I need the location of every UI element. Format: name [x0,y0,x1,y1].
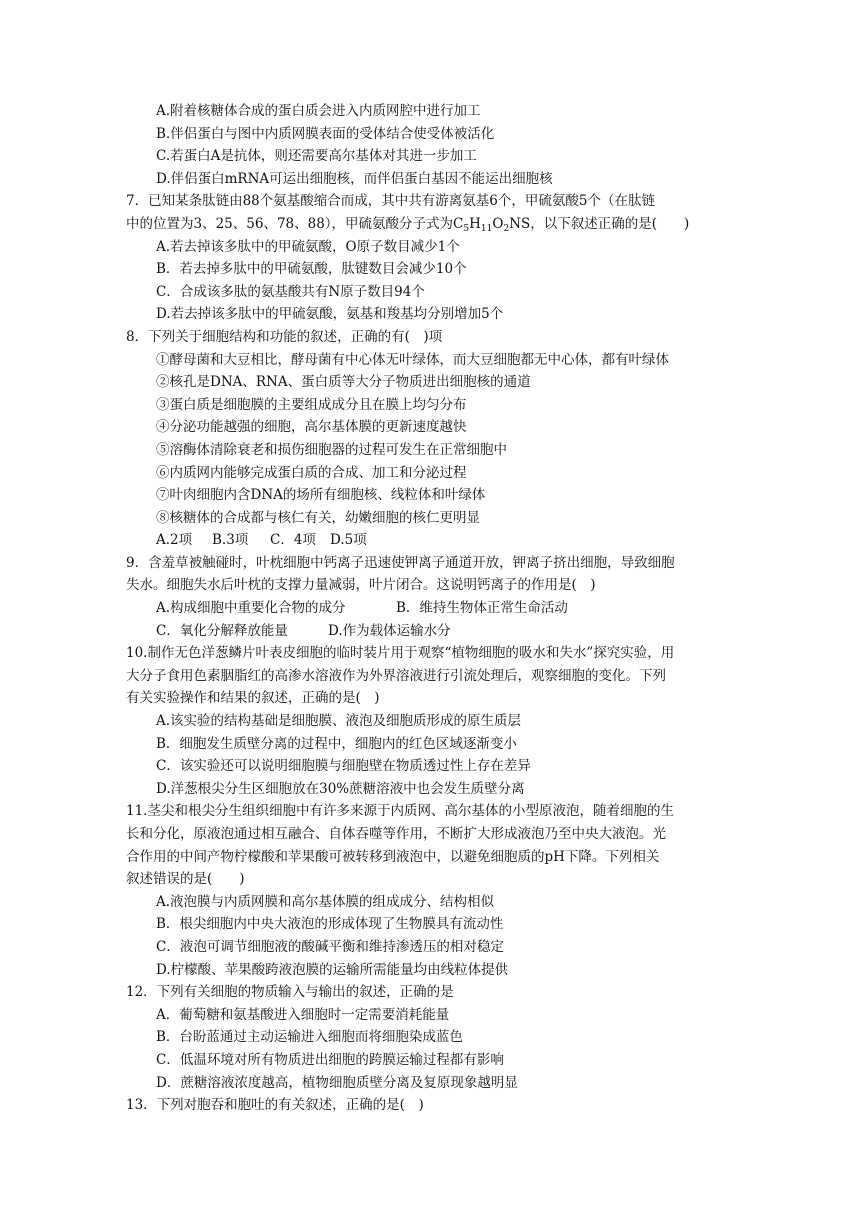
q8-option-d: D.5项 [330,532,367,549]
formula-sub-o: 2 [503,223,510,234]
q10-option-d: D.洋葱根尖分生区细胞放在30%蔗糖溶液中也会发生质壁分离 [156,780,525,797]
q7-stem-tail: NS，以下叙述正确的是( ) [509,215,690,232]
q7-option-b: B．若去掉多肽中的甲硫氨酸，肽键数目会减少10个 [156,261,467,278]
q6-option-c: C.若蛋白A是抗体，则还需要高尔基体对其进一步加工 [156,148,477,165]
formula-sub-c: 5 [463,223,470,234]
q10-option-c: C．该实验还可以说明细胞膜与细胞壁在物质透过性上存在差异 [156,758,531,775]
q10-option-b: B．细胞发生质壁分离的过程中，细胞内的红色区域逐渐变小 [156,735,517,752]
q8-item-5: ⑤溶酶体清除衰老和损伤细胞器的过程可发生在正常细胞中 [156,441,507,458]
q9-option-c: C．氧化分解释放能量 [156,622,288,639]
q9-options-row2 [126,620,738,643]
q6-option-d: D.伴侣蛋白mRNA可运出细胞核，而伴侣蛋白基因不能运出细胞核 [156,170,553,187]
q8-options [126,529,738,552]
q6-option-a: A.附着核糖体合成的蛋白质会进入内质网腔中进行加工 [156,103,481,119]
q11-stem-line3: 合作用的中间产物柠檬酸和苹果酸可被转移到液泡中，以避免细胞质的pH下降。下列相关 [126,848,660,865]
q7-option-a: A.若去掉该多肽中的甲硫氨酸，O原子数目减少1个 [156,238,460,255]
q11-option-c: C．液泡可调节细胞液的酸碱平衡和维持渗透压的相对稳定 [156,938,504,955]
q7-stem-text: 中的位置为3、25、56、78、88），甲硫氨酸分子式为C [126,215,464,232]
q12-option-b: B．台盼蓝通过主动运输进入细胞而将细胞染成蓝色 [156,1029,463,1046]
q9-option-b: B．维持生物体正常生命活动 [396,600,568,617]
q8-option-a: A.2项 [156,532,193,549]
q7-option-d: D.若去掉该多肽中的甲硫氨酸，氨基和羧基均分别增加5个 [156,306,504,323]
q13-stem: 13．下列对胞吞和胞吐的有关叙述，正确的是( ) [126,1097,424,1114]
q9-stem-line1: 9．含羞草被触碰时，叶枕细胞中钙离子迅速使钾离子通道开放，钾离子挤出细胞，导致细胞 [126,554,675,571]
q12-stem: 12．下列有关细胞的物质输入与输出的叙述，正确的是 [126,984,454,1001]
q6-option-b: B.伴侣蛋白与图中内质网膜表面的受体结合使受体被活化 [156,125,495,142]
q10-option-a: A.该实验的结构基础是细胞膜、液泡及细胞质形成的原生质层 [156,713,522,730]
q10-stem-line2: 大分子食用色素胭脂红的高渗水溶液作为外界溶液进行引流处理后，观察细胞的变化。下列 [126,667,666,684]
q11-stem-line1: 11.茎尖和根尖分生组织细胞中有许多来源于内质网、高尔基体的小型原液泡，随着细胞的生 [126,803,674,820]
q11-stem-line2: 长和分化，原液泡通过相互融合、自体吞噬等作用，不断扩大形成液泡乃至中央大液泡。光 [126,826,666,842]
q8-item-1: ①酵母菌和大豆相比，酵母菌有中心体无叶绿体，而大豆细胞都无中心体，都有叶绿体 [156,351,669,368]
q9-stem-line2: 失水。细胞失水后叶枕的支撑力量减弱，叶片闭合。这说明钙离子的作用是( ) [126,577,596,594]
q8-stem: 8．下列关于细胞结构和功能的叙述，正确的有( )项 [126,328,443,345]
q8-item-2: ②核孔是DNA、RNA、蛋白质等大分子物质进出细胞核的通道 [156,374,531,391]
formula-o: O [492,215,504,232]
q11-stem-line4: 叙述错误的是( ) [126,871,245,888]
q12-option-d: D．蔗糖溶液浓度越高，植物细胞质壁分离及复原现象越明显 [156,1074,518,1091]
q11-option-b: B．根尖细胞内中央大液泡的形成体现了生物膜具有流动性 [156,916,504,933]
q7-stem-line1: 7．已知某条肽链由88个氨基酸缩合而成，其中共有游离氨基6个，甲硫氨酸5个（在肽链 [126,193,655,210]
q8-item-8: ⑧核糖体的合成都与核仁有关，幼嫩细胞的核仁更明显 [156,509,480,526]
formula-h: H [469,215,481,232]
q8-item-6: ⑥内质网内能够完成蛋白质的合成、加工和分泌过程 [156,464,467,481]
q11-option-a: A.液泡膜与内质网膜和高尔基体膜的组成成分、结构相似 [156,893,495,910]
exam-content [126,100,738,1117]
q7-stem-line2 [126,213,738,236]
q9-option-a: A.构成细胞中重要化合物的成分 [156,600,346,617]
q8-item-7: ⑦叶肉细胞内含DNA的场所有细胞核、线粒体和叶绿体 [156,487,486,504]
q10-stem-line1: 10.制作无色洋葱鳞片叶表皮细胞的临时装片用于观察“植物细胞的吸水和失水”探究实验，用 [126,645,675,662]
q12-option-a: A．葡萄糖和氨基酸进入细胞时一定需要消耗能量 [156,1006,450,1023]
q8-item-3: ③蛋白质是细胞膜的主要组成成分且在膜上均匀分布 [156,396,467,413]
q7-option-c: C．合成该多肽的氨基酸共有N原子数目94个 [156,283,425,300]
q9-option-d: D.作为载体运输水分 [328,622,451,639]
formula-sub-h: 11 [480,223,493,234]
q8-option-c: C．4项 [270,532,316,549]
q10-stem-line3: 有关实验操作和结果的叙述，正确的是( ) [126,690,380,707]
q8-item-4: ④分泌功能越强的细胞，高尔基体膜的更新速度越快 [156,419,467,436]
q12-option-c: C．低温环境对所有物质进出细胞的跨膜运输过程都有影响 [156,1051,504,1068]
q11-option-d: D.柠檬酸、苹果酸跨液泡膜的运输所需能量均由线粒体提供 [156,961,509,978]
q9-options-row1 [126,597,738,620]
q8-option-b: B.3项 [212,532,249,549]
